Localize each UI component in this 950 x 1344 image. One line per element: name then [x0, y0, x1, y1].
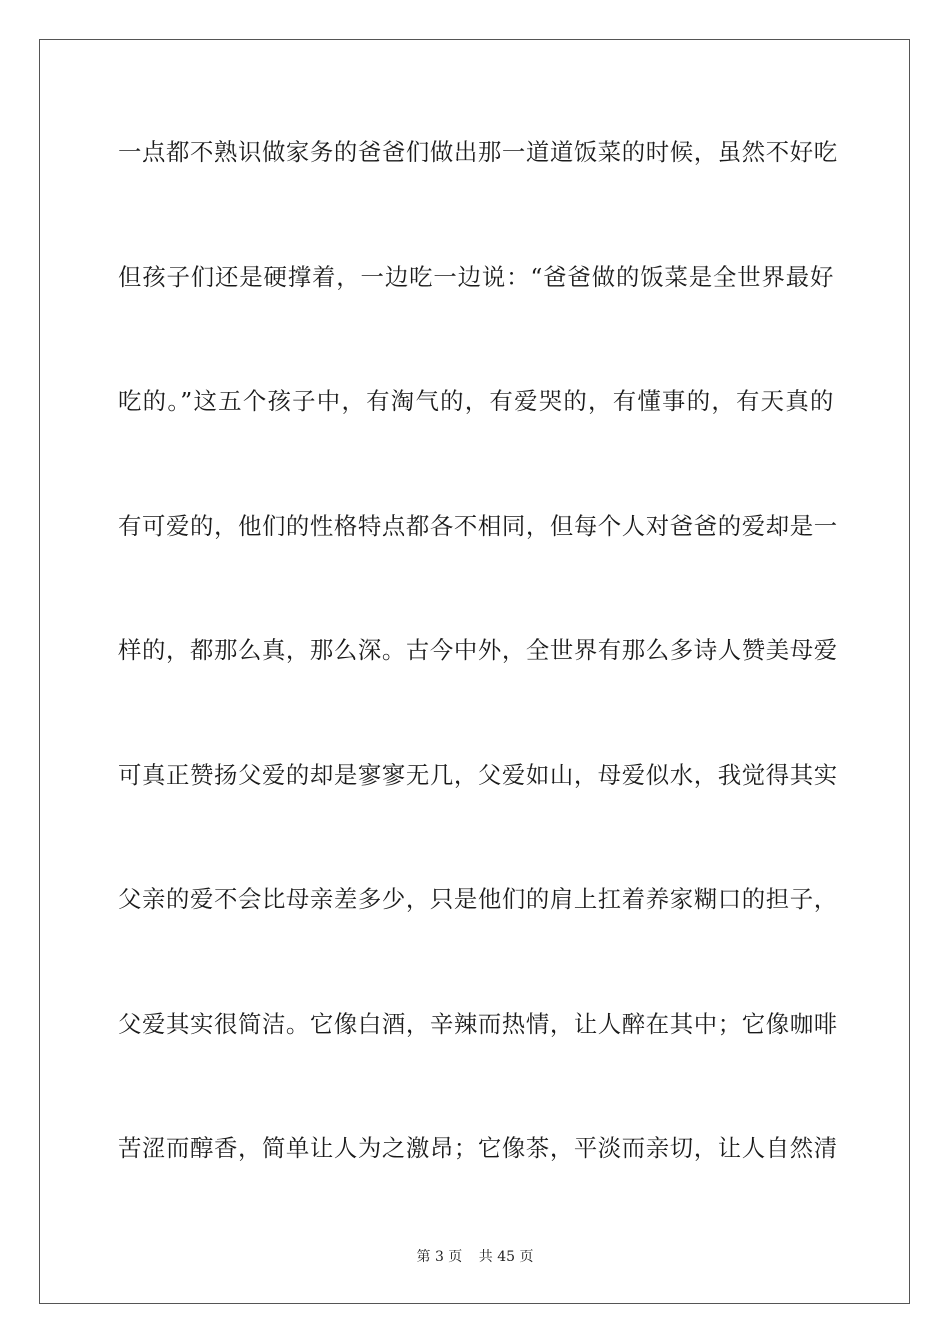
text-line: 样的，都那么真，那么深。古今中外，全世界有那么多诗人赞美母爱	[118, 636, 838, 664]
text-line: 可真正赞扬父爱的却是寥寥无几，父爱如山，母爱似水，我觉得其实	[118, 760, 838, 789]
body-text	[118, 128, 838, 1249]
text-line: 但孩子们还是硬撑着，一边吃一边说：“爸爸做的饭菜是全世界最好	[118, 262, 834, 291]
page-number: 第 3 页	[416, 1249, 463, 1265]
text-line: 苦涩而醇香，简单让人为之激昂；它像茶，平淡而亲切，让人自然清	[118, 1134, 838, 1162]
text-line: 吃的。”这五个孩子中，有淘气的，有爱哭的，有懂事的，有天真的	[118, 387, 834, 415]
text-line: 父爱其实很简洁。它像白酒，辛辣而热情，让人醉在其中；它像咖啡	[118, 1009, 838, 1038]
text-line: 父亲的爱不会比母亲差多少，只是他们的肩上扛着养家糊口的担子，	[118, 885, 838, 913]
page-footer	[0, 1246, 950, 1266]
page-total: 共 45 页	[478, 1249, 534, 1265]
text-line: 有可爱的，他们的性格特点都各不相同，但每个人对爸爸的爱却是一	[118, 511, 838, 540]
text-line: 一点都不熟识做家务的爸爸们做出那一道道饭菜的时候，虽然不好吃	[118, 138, 838, 166]
